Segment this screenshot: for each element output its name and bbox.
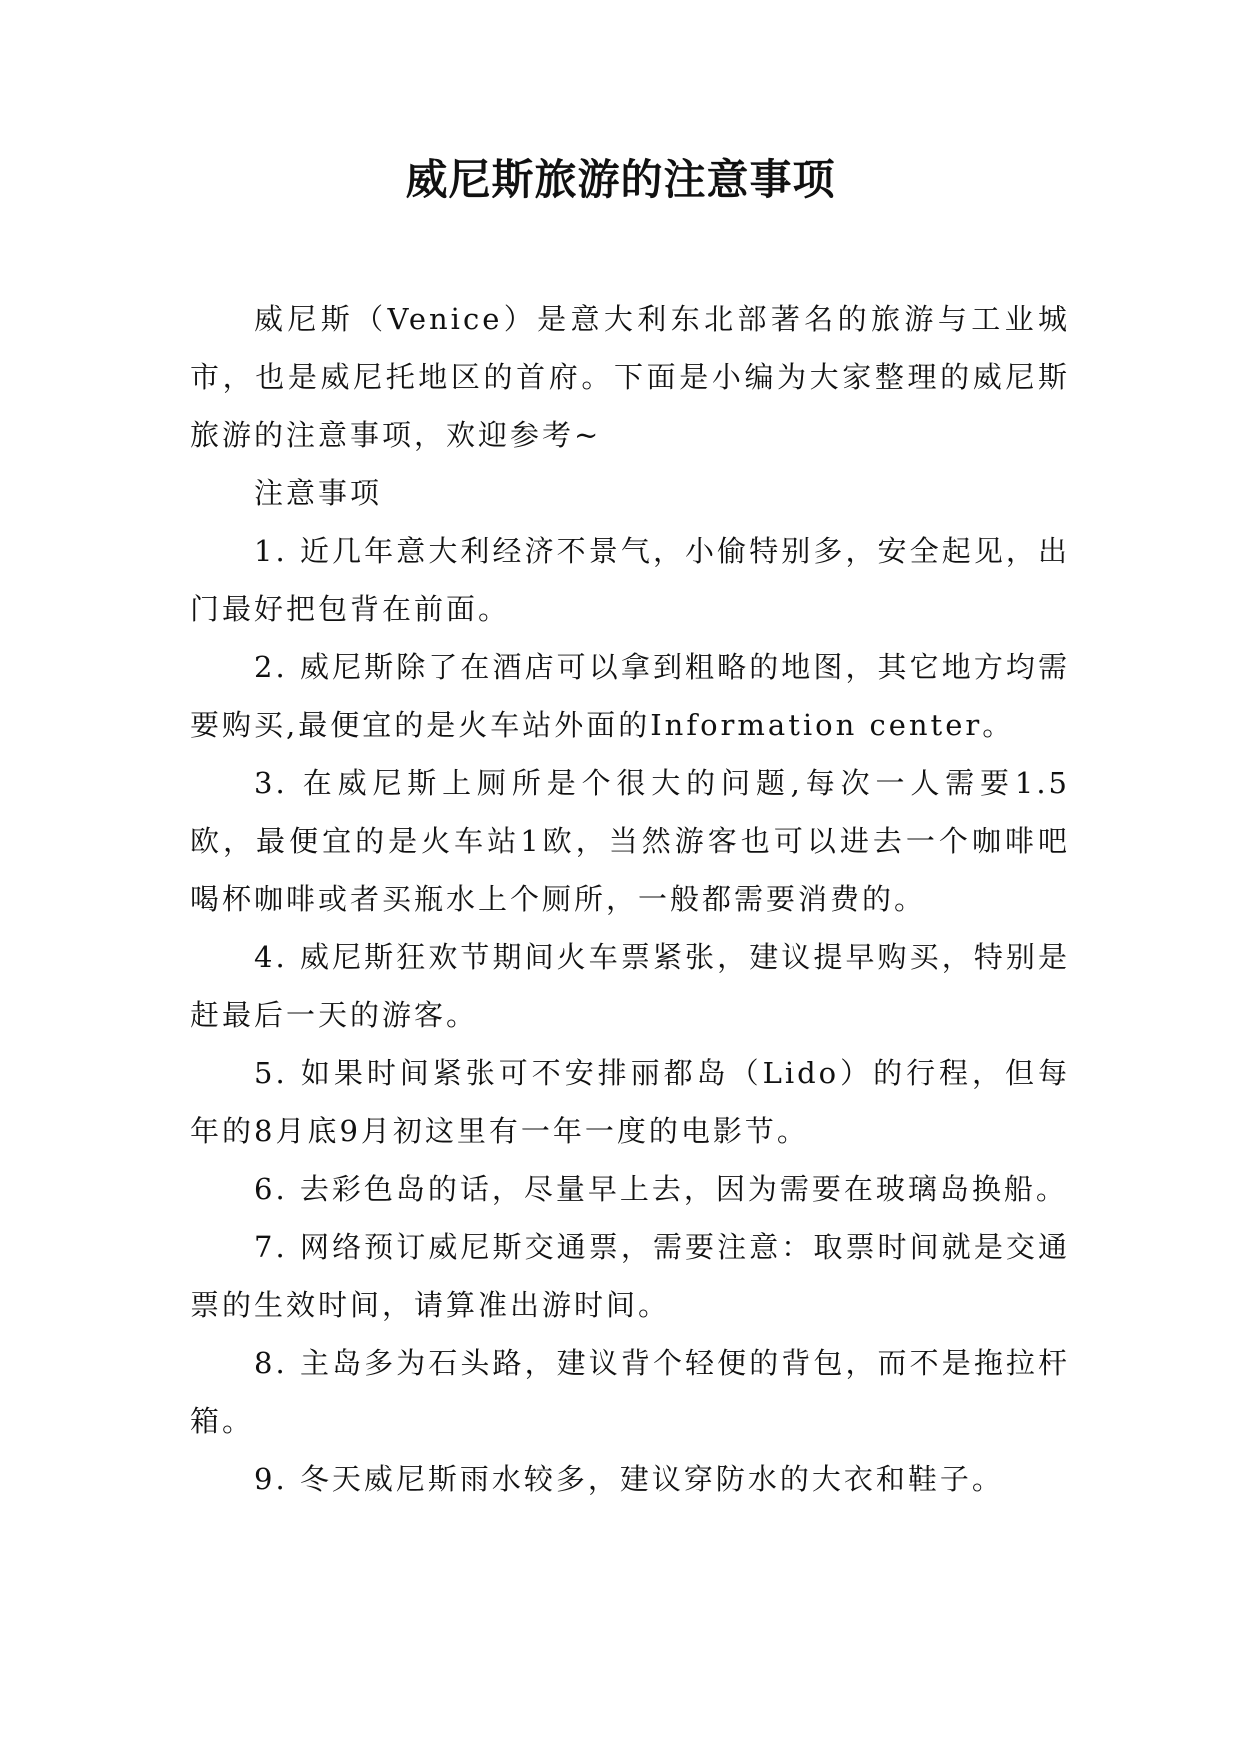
tip-item-9: 9. 冬天威尼斯雨水较多，建议穿防水的大衣和鞋子。	[254, 1462, 1004, 1496]
tip-item-5: 5. 如果时间紧张可不安排丽都岛（Lido）的行程，但每年的8月底9月初这里有一年一度的电影节。	[190, 1056, 1070, 1148]
tip-item-2: 2. 威尼斯除了在酒店可以拿到粗略的地图，其它地方均需要购买,最便宜的是火车站外面的Information center。	[190, 650, 1070, 742]
tip-item-6: 6. 去彩色岛的话，尽量早上去，因为需要在玻璃岛换船。	[254, 1172, 1068, 1206]
intro-paragraph: 威尼斯（Venice）是意大利东北部著名的旅游与工业城市，也是威尼托地区的首府。下面是小编为大家整理的威尼斯旅游的注意事项，欢迎参考~	[190, 302, 1070, 452]
tip-item-1: 1. 近几年意大利经济不景气，小偷特别多，安全起见，出门最好把包背在前面。	[190, 534, 1070, 626]
document-title: 威尼斯旅游的注意事项	[405, 155, 836, 204]
section-heading: 注意事项	[254, 476, 383, 510]
tip-item-3: 3. 在威尼斯上厕所是个很大的问题,每次一人需要1.5欧，最便宜的是火车站1欧，当然游客也可以进去一个咖啡吧喝杯咖啡或者买瓶水上个厕所，一般都需要消费的。	[190, 766, 1070, 916]
tip-item-8: 8. 主岛多为石头路，建议背个轻便的背包，而不是拖拉杆箱。	[190, 1346, 1070, 1438]
tip-item-4: 4. 威尼斯狂欢节期间火车票紧张，建议提早购买，特别是赶最后一天的游客。	[190, 940, 1070, 1032]
document-body	[190, 290, 1070, 1508]
tip-item-7: 7. 网络预订威尼斯交通票，需要注意：取票时间就是交通票的生效时间，请算准出游时间。	[190, 1230, 1070, 1322]
